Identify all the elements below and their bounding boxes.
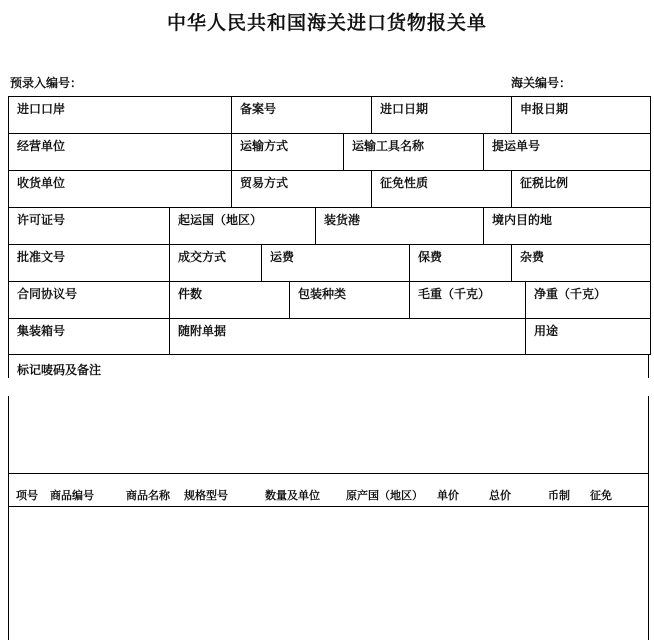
col-specification: 规格型号 [184,489,228,502]
gross-weight-field[interactable]: 毛重（千克） [409,282,525,318]
consignee-field[interactable]: 收货单位 [17,176,66,190]
transport-mode-field[interactable]: 运输方式 [231,134,343,170]
form-row [9,318,650,355]
pre-entry-number-label: 预录入编号： [10,76,83,90]
license-number-field[interactable]: 许可证号 [17,213,66,227]
contract-number-field[interactable]: 合同协议号 [17,287,78,301]
exemption-nature-field[interactable]: 征免性质 [371,171,511,207]
domestic-destination-field[interactable]: 境内目的地 [483,208,650,244]
col-origin-country: 原产国（地区） [346,489,423,502]
col-quantity-unit: 数量及单位 [265,489,320,502]
divider [9,506,648,507]
marks-and-notes-label: 标记唛码及备注 [17,363,102,377]
goods-section [8,396,649,640]
business-unit-field[interactable]: 经营单位 [17,139,66,153]
usage-field[interactable]: 用途 [525,319,650,354]
package-count-field[interactable]: 件数 [169,282,289,318]
col-item-number: 项号 [16,489,38,502]
scan-gap [0,378,654,396]
tax-ratio-field[interactable]: 征税比例 [511,171,650,207]
misc-charges-field[interactable]: 杂费 [511,245,650,281]
col-total-price: 总价 [489,489,511,502]
form-row [9,96,650,133]
transaction-mode-field[interactable]: 成交方式 [169,245,261,281]
customs-number-label: 海关编号： [511,76,572,90]
container-number-field[interactable]: 集装箱号 [17,324,66,338]
form-row [9,170,650,207]
declaration-date-field[interactable]: 申报日期 [511,97,650,133]
col-currency: 币制 [548,489,570,502]
divider [9,473,648,474]
package-type-field[interactable]: 包装种类 [289,282,409,318]
port-of-entry-field[interactable]: 进口口岸 [17,102,66,116]
form-row [9,207,650,244]
freight-field[interactable]: 运费 [261,245,409,281]
insurance-field[interactable]: 保费 [409,245,511,281]
trade-mode-field[interactable]: 贸易方式 [231,171,371,207]
declaration-grid [8,96,651,355]
col-commodity-name: 商品名称 [126,489,170,502]
form-row [9,244,650,281]
net-weight-field[interactable]: 净重（千克） [525,282,650,318]
form-row [9,281,650,318]
import-date-field[interactable]: 进口日期 [371,97,511,133]
approval-number-field[interactable]: 批准文号 [17,250,66,264]
col-exemption: 征免 [590,489,612,502]
form-row [9,133,650,170]
bill-of-lading-field[interactable]: 提运单号 [483,134,650,170]
country-of-departure-field[interactable]: 起运国（地区） [169,208,315,244]
attached-documents-field[interactable]: 随附单据 [169,319,525,354]
loading-port-field[interactable]: 装货港 [315,208,483,244]
transport-vehicle-field[interactable]: 运输工具名称 [343,134,483,170]
col-unit-price: 单价 [437,489,459,502]
form-title: 中华人民共和国海关进口货物报关单 [166,12,487,34]
record-number-field[interactable]: 备案号 [231,97,371,133]
col-commodity-code: 商品编号 [50,489,94,502]
